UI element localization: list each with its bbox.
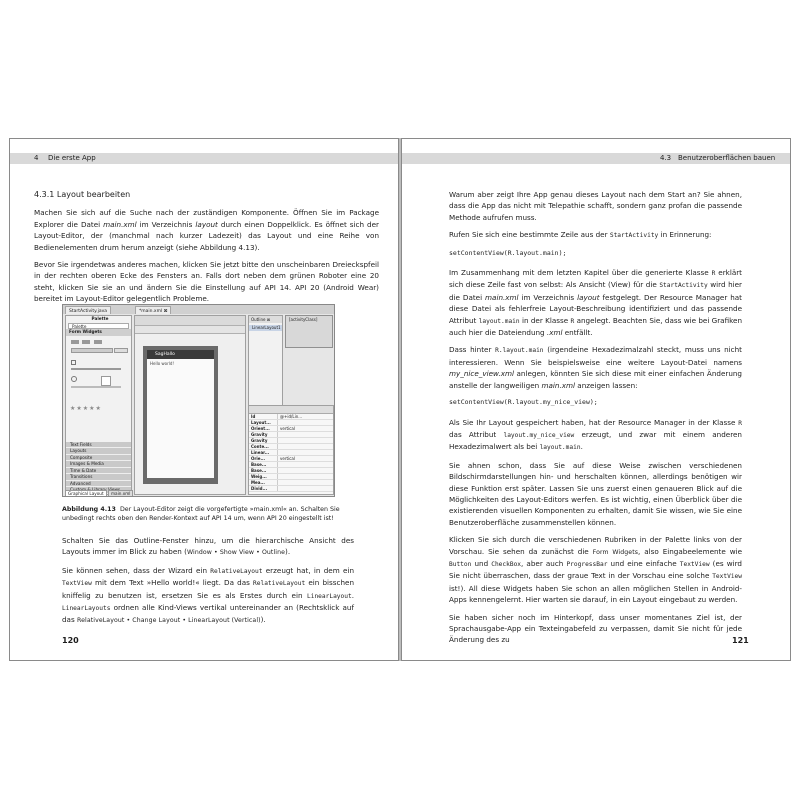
left-page	[9, 138, 399, 661]
paragraph: Dass hinter R.layout.main (irgendeine Hexadezimalzahl steckt, muss uns nicht interessieren. Wenn Sie beispielsweise eine weitere Layout-Datei namens my_nice_view.xml anlegen, könnten Sie sich diese mit einer einfachen Änderung anstelle der langweiligen main.xml anzeigen lassen:	[449, 345, 742, 390]
section-header-title: Benutzeroberflächen bauen	[678, 154, 776, 162]
property-name: Mea...	[251, 480, 265, 485]
paragraph: Bevor Sie irgendetwas anderes machen, klicken Sie jetzt bitte den unscheinbaren Dreieckspfeil in der rechten oberen Ecke des Fensters an. Falls dort neben dem grünen Roboter eine 20 steht, klicken Sie sie an und ändern Sie die Einstellung auf API 14. API 20 (Android Wear) bereitet im Layout-Editor gelegentlich Probleme.	[34, 260, 379, 304]
figure-caption	[62, 505, 362, 523]
paragraph: Schalten Sie das Outline-Fenster hinzu, um die hierarchische Ansicht des Layouts immer im Blick zu haben (Window • Show View • Outline).	[62, 536, 354, 557]
chapter-title: Die erste App	[48, 154, 96, 162]
property-name: Gravity	[251, 438, 268, 443]
properties-toolbar	[249, 406, 333, 414]
property-value[interactable]: @+id/Lin...	[277, 414, 333, 419]
device-preview	[143, 346, 218, 484]
section-number: 4.3	[660, 154, 672, 162]
outline-title: Outline ⊠	[249, 316, 282, 323]
right-page	[401, 138, 791, 661]
property-name: Weig...	[251, 474, 267, 479]
property-value[interactable]: vertical	[277, 456, 333, 461]
paragraph: Machen Sie sich auf die Suche nach der zuständigen Komponente. Öffnen Sie im Package Explorer die Datei main.xml im Verzeichnis layout durch einen Doppelklick. Es öffnet sich der Layout-Editor, der (manchmal nach kurzer Ladezeit) das Layout und eine Reihe von Bedienelementen drum herum anzeigt (siehe Abbildung 4.13).	[34, 208, 379, 252]
palette-category[interactable]: Layouts	[66, 448, 131, 455]
palette-section-form-widgets[interactable]: Form Widgets	[66, 329, 131, 336]
editor-tabs	[63, 305, 334, 314]
palette-category[interactable]: Text Fields	[66, 442, 131, 449]
palette-category[interactable]: Transitions	[66, 474, 131, 481]
paragraph: Im Zusammenhang mit dem letzten Kapitel über die generierte Klasse R erklärt sich diese Zeile fast von selbst: Als Ansicht (View) für die StartActivity wird hier die Datei main.xml im Verzeichnis layout festgelegt. Der Resource Manager hat diese Datei als fehlerfreie Layout-Beschreibung identifiziert und das passende Attribut layout.main in der Klasse R angelegt. Beachten Sie, dass wie bei Grafiken auch hier die Dateiendung .xml entfällt.	[449, 268, 743, 338]
page-number-right: 121	[732, 636, 749, 645]
tab-xml-source[interactable]: main.xml	[108, 490, 134, 497]
running-header-right	[402, 153, 790, 164]
canvas-toolbar	[135, 316, 245, 326]
paragraph: Sie können sehen, dass der Wizard ein RelativeLayout erzeugt hat, in dem ein TextView mit dem Text »Hello world!« liegt. Da das RelativeLayout ein bisschen kniffelig zu benutzen ist, ersetzen Sie es als Erstes durch ein LinearLayout. LinearLayouts ordnen alle Kind-Views vertikal untereinander an (Rechtsklick auf das RelativeLayout • Change Layout • LinearLayout (Vertical)).	[62, 565, 354, 625]
rating-bar: ★★★★★	[70, 404, 102, 412]
editor-bottom-tabs	[65, 491, 133, 496]
property-name: Base...	[251, 462, 267, 467]
tab-main-xml[interactable]: *main.xml ⊠	[135, 306, 171, 314]
palette-category[interactable]: Images & Media	[66, 461, 131, 468]
left-body-bottom	[62, 535, 354, 633]
layout-editor-screenshot	[62, 304, 335, 497]
popup-item[interactable]: [activityClass]	[289, 317, 318, 322]
palette-panel	[65, 315, 132, 495]
property-name: Orie...	[251, 456, 266, 461]
paragraph: Klicken Sie sich durch die verschiedenen Rubriken in der Palette links von der Vorschau. Sie sehen da zunächst die Form Widgets, also Eingabeelemente wie Button und CheckBox, aber auch ProgressBar und eine einfache TextView (es wird Sie nicht überraschen, dass der graue Text in der Vorschau eine solche TextView ist!). All diese Widgets haben Sie schon an allen möglichen Stellen in Android-Apps kennengelernt. Hier warten sie darauf, in ein Layout eingebaut zu werden.	[449, 535, 743, 605]
property-name: Divid...	[251, 486, 268, 491]
property-value[interactable]	[277, 438, 333, 443]
caption-label: Abbildung 4.13	[62, 506, 116, 513]
design-canvas	[134, 315, 246, 495]
palette-categories	[66, 442, 131, 494]
property-name: Conte...	[251, 444, 269, 449]
paragraph: Rufen Sie sich eine bestimmte Zeile aus der StartActivity in Erinnerung:	[449, 230, 712, 240]
palette-category[interactable]: Time & Date	[66, 468, 131, 475]
palette-category[interactable]: Advanced	[66, 481, 131, 488]
property-name: Base...	[251, 468, 267, 473]
property-name: Linear...	[251, 450, 270, 455]
property-value[interactable]	[277, 474, 333, 479]
tab-start-activity[interactable]: StartActivity.java	[65, 306, 111, 314]
left-body-top	[34, 189, 379, 311]
property-value[interactable]: vertical	[277, 426, 333, 431]
chapter-number: 4	[34, 154, 39, 162]
property-name: Gravity	[251, 432, 268, 437]
render-context-popup	[285, 315, 333, 348]
palette-category[interactable]: Composite	[66, 455, 131, 462]
property-name: Layout...	[251, 420, 271, 425]
app-title-bar: SagHallo	[147, 350, 214, 359]
property-name: Orient...	[251, 426, 270, 431]
hello-world-text[interactable]: Hello world!	[150, 361, 175, 366]
property-value[interactable]	[277, 420, 333, 425]
palette-dropdown[interactable]: Palette	[68, 323, 129, 330]
section-title: 4.3.1 Layout bearbeiten	[34, 190, 131, 199]
paragraph: Als Sie Ihr Layout gespeichert haben, hat der Resource Manager in der Klasse R das Attribut layout.my_nice_view erzeugt, und zwar mit einem anderen Hexadezimalwert als bei layout.main.	[449, 417, 742, 452]
caption-text: Der Layout-Editor zeigt die vorgefertigte »main.xml« an. Schalten Sie unbedingt rechts oben den Render-Kontext auf API 14 um, wenn API 20 eingestellt ist!	[62, 506, 340, 522]
property-value[interactable]	[277, 444, 333, 449]
paragraph: Warum aber zeigt Ihre App genau dieses Layout nach dem Start an? Sie ahnen, dass die App das nicht mit Telepathie schafft, sondern ganz profan die passende Methode aufrufen muss.	[449, 190, 742, 222]
property-name: Id	[251, 414, 256, 419]
paragraph: Sie ahnen schon, dass Sie auf diese Weise zwischen verschiedenen Bildschirmdarstellungen hin- und herschalten können, allerdings benötigen wir diese Funktion erst später. Lassen Sie uns zuerst einen genaueren Blick auf die Möglichkeiten des Layout-Editors werfen. Es ist wichtig, einen Überblick über die existierenden visuellen Komponenten zu erhalten, damit Sie wissen, wie Sie eine Benutzeroberfläche zusammenstellen können.	[449, 460, 742, 527]
code-line: setContentView(R.layout.my_nice_view);	[449, 398, 598, 407]
canvas-toolbar-2	[135, 326, 245, 334]
palette-title: Palette	[91, 316, 109, 321]
property-value[interactable]	[277, 486, 333, 491]
page-number-left: 120	[62, 636, 79, 645]
property-value[interactable]	[277, 480, 333, 485]
running-header-left	[10, 153, 398, 164]
tab-graphical-layout[interactable]: Graphical Layout	[65, 490, 107, 497]
properties-table	[249, 414, 333, 492]
properties-panel	[248, 405, 334, 495]
code-line: setContentView(R.layout.main);	[449, 248, 567, 257]
widget-previews	[66, 336, 131, 406]
outline-item[interactable]: LinearLayout1	[249, 325, 282, 331]
property-value[interactable]	[277, 468, 333, 473]
property-value[interactable]	[277, 462, 333, 467]
right-body	[449, 189, 742, 652]
property-value[interactable]	[277, 450, 333, 455]
property-row[interactable]	[249, 486, 333, 492]
property-value[interactable]	[277, 432, 333, 437]
device-screen	[147, 350, 214, 478]
paragraph: Sie haben sicher noch im Hinterkopf, dass unser momentanes Ziel ist, der Sprachausgabe-App ein Texteingabefeld zu verpassen, damit Sie nicht für jede Änderung des zu	[449, 612, 742, 645]
